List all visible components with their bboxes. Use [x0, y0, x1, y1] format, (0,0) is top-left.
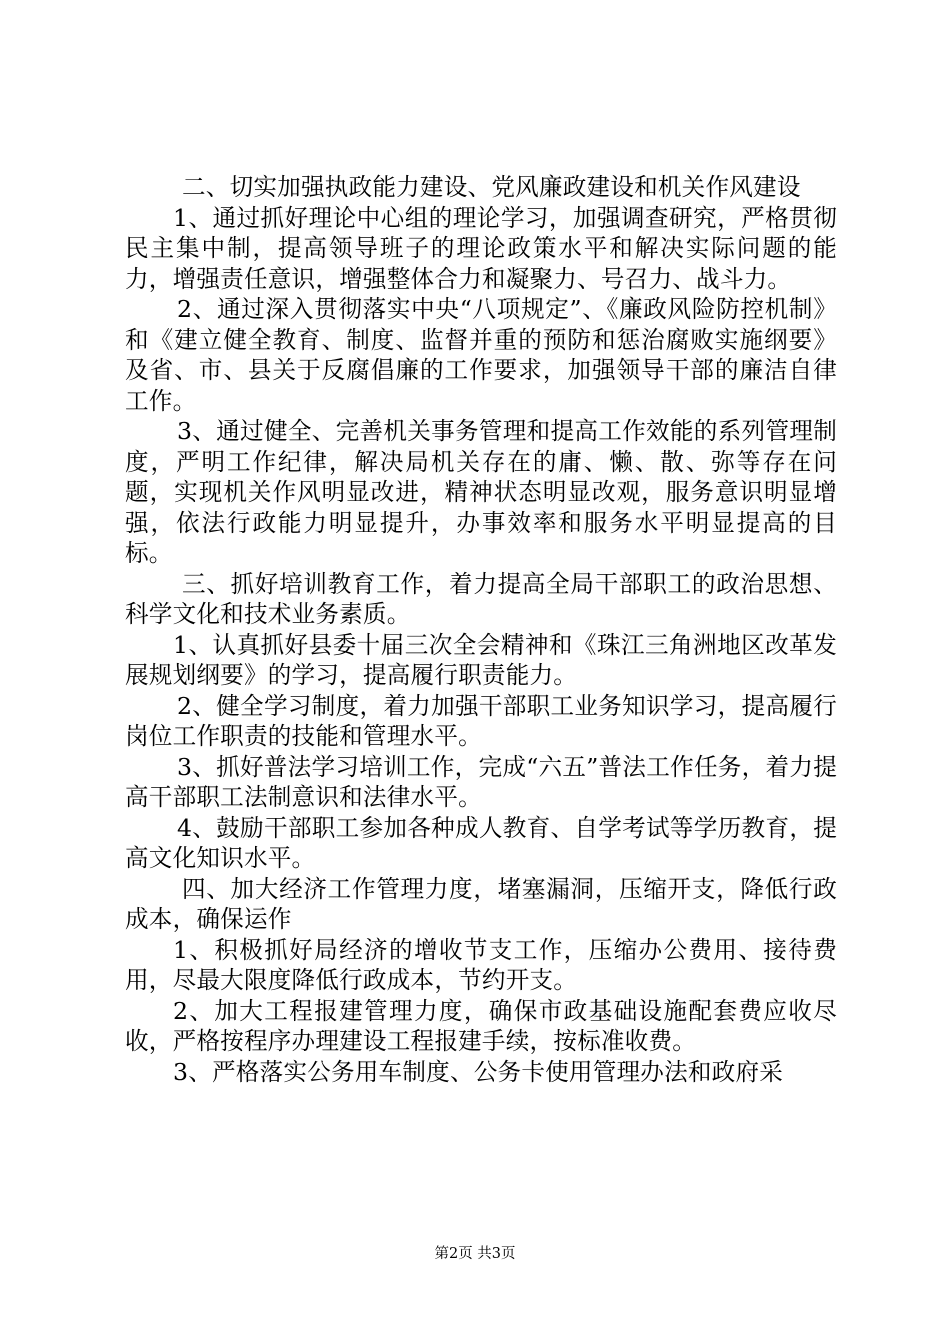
heading-section-three: 三、抓好培训教育工作，着力提高全局干部职工的政治思想、科学文化和技术业务素质。: [125, 569, 837, 628]
paragraph-3-2: 2、健全学习制度，着力加强干部职工业务知识学习，提高履行岗位工作职责的技能和管理水平。: [125, 691, 837, 750]
paragraph-4-2: 2、加大工程报建管理力度，确保市政基础设施配套费应收尽收，严格按程序办理建设工程报建手续，按标准收费。: [125, 996, 837, 1055]
heading-section-two: 二、切实加强执政能力建设、党风廉政建设和机关作风建设: [182, 173, 801, 201]
paragraph-4-1: 1、积极抓好局经济的增收节支工作，压缩办公费用、接待费用，尽最大限度降低行政成本，节约开支。: [125, 935, 837, 994]
page-footer: [0, 1245, 950, 1263]
document-body: [125, 172, 837, 1087]
paragraph-3-1: 1、认真抓好县委十届三次全会精神和《珠江三角洲地区改革发展规划纲要》的学习，提高履行职责能力。: [125, 630, 837, 689]
paragraph-3-3: 3、抓好普法学习培训工作，完成“六五”普法工作任务，着力提高干部职工法制意识和法律水平。: [125, 752, 837, 811]
paragraph-4-3: 3、严格落实公务用车制度、公务卡使用管理办法和政府采: [173, 1057, 784, 1086]
paragraph-2-1: 1、通过抓好理论中心组的理论学习，加强调查研究，严格贯彻民主集中制，提高领导班子的理论政策水平和解决实际问题的能力，增强责任意识，增强整体合力和凝聚力、号召力、战斗力。: [125, 203, 837, 293]
paragraph-3-4: 4、鼓励干部职工参加各种成人教育、自学考试等学历教育，提高文化知识水平。: [125, 813, 837, 872]
page-number-label: 第2页 共3页: [434, 1246, 516, 1262]
heading-section-four: 四、加大经济工作管理力度，堵塞漏洞，压缩开支，降低行政成本，确保运作: [125, 874, 837, 933]
paragraph-2-2: 2、通过深入贯彻落实中央“八项规定”、《廉政风险防控机制》和《建立健全教育、制度、监督并重的预防和惩治腐败实施纲要》及省、市、县关于反腐倡廉的工作要求，加强领导干部的廉洁自律工作。: [125, 295, 837, 415]
paragraph-2-3: 3、通过健全、完善机关事务管理和提高工作效能的系列管理制度，严明工作纪律，解决局机关存在的庸、懒、散、弥等存在问题，实现机关作风明显改进，精神状态明显改观，服务意识明显增强，依法行政能力明显提升，办事效率和服务水平明显提高的目标。: [125, 417, 837, 567]
